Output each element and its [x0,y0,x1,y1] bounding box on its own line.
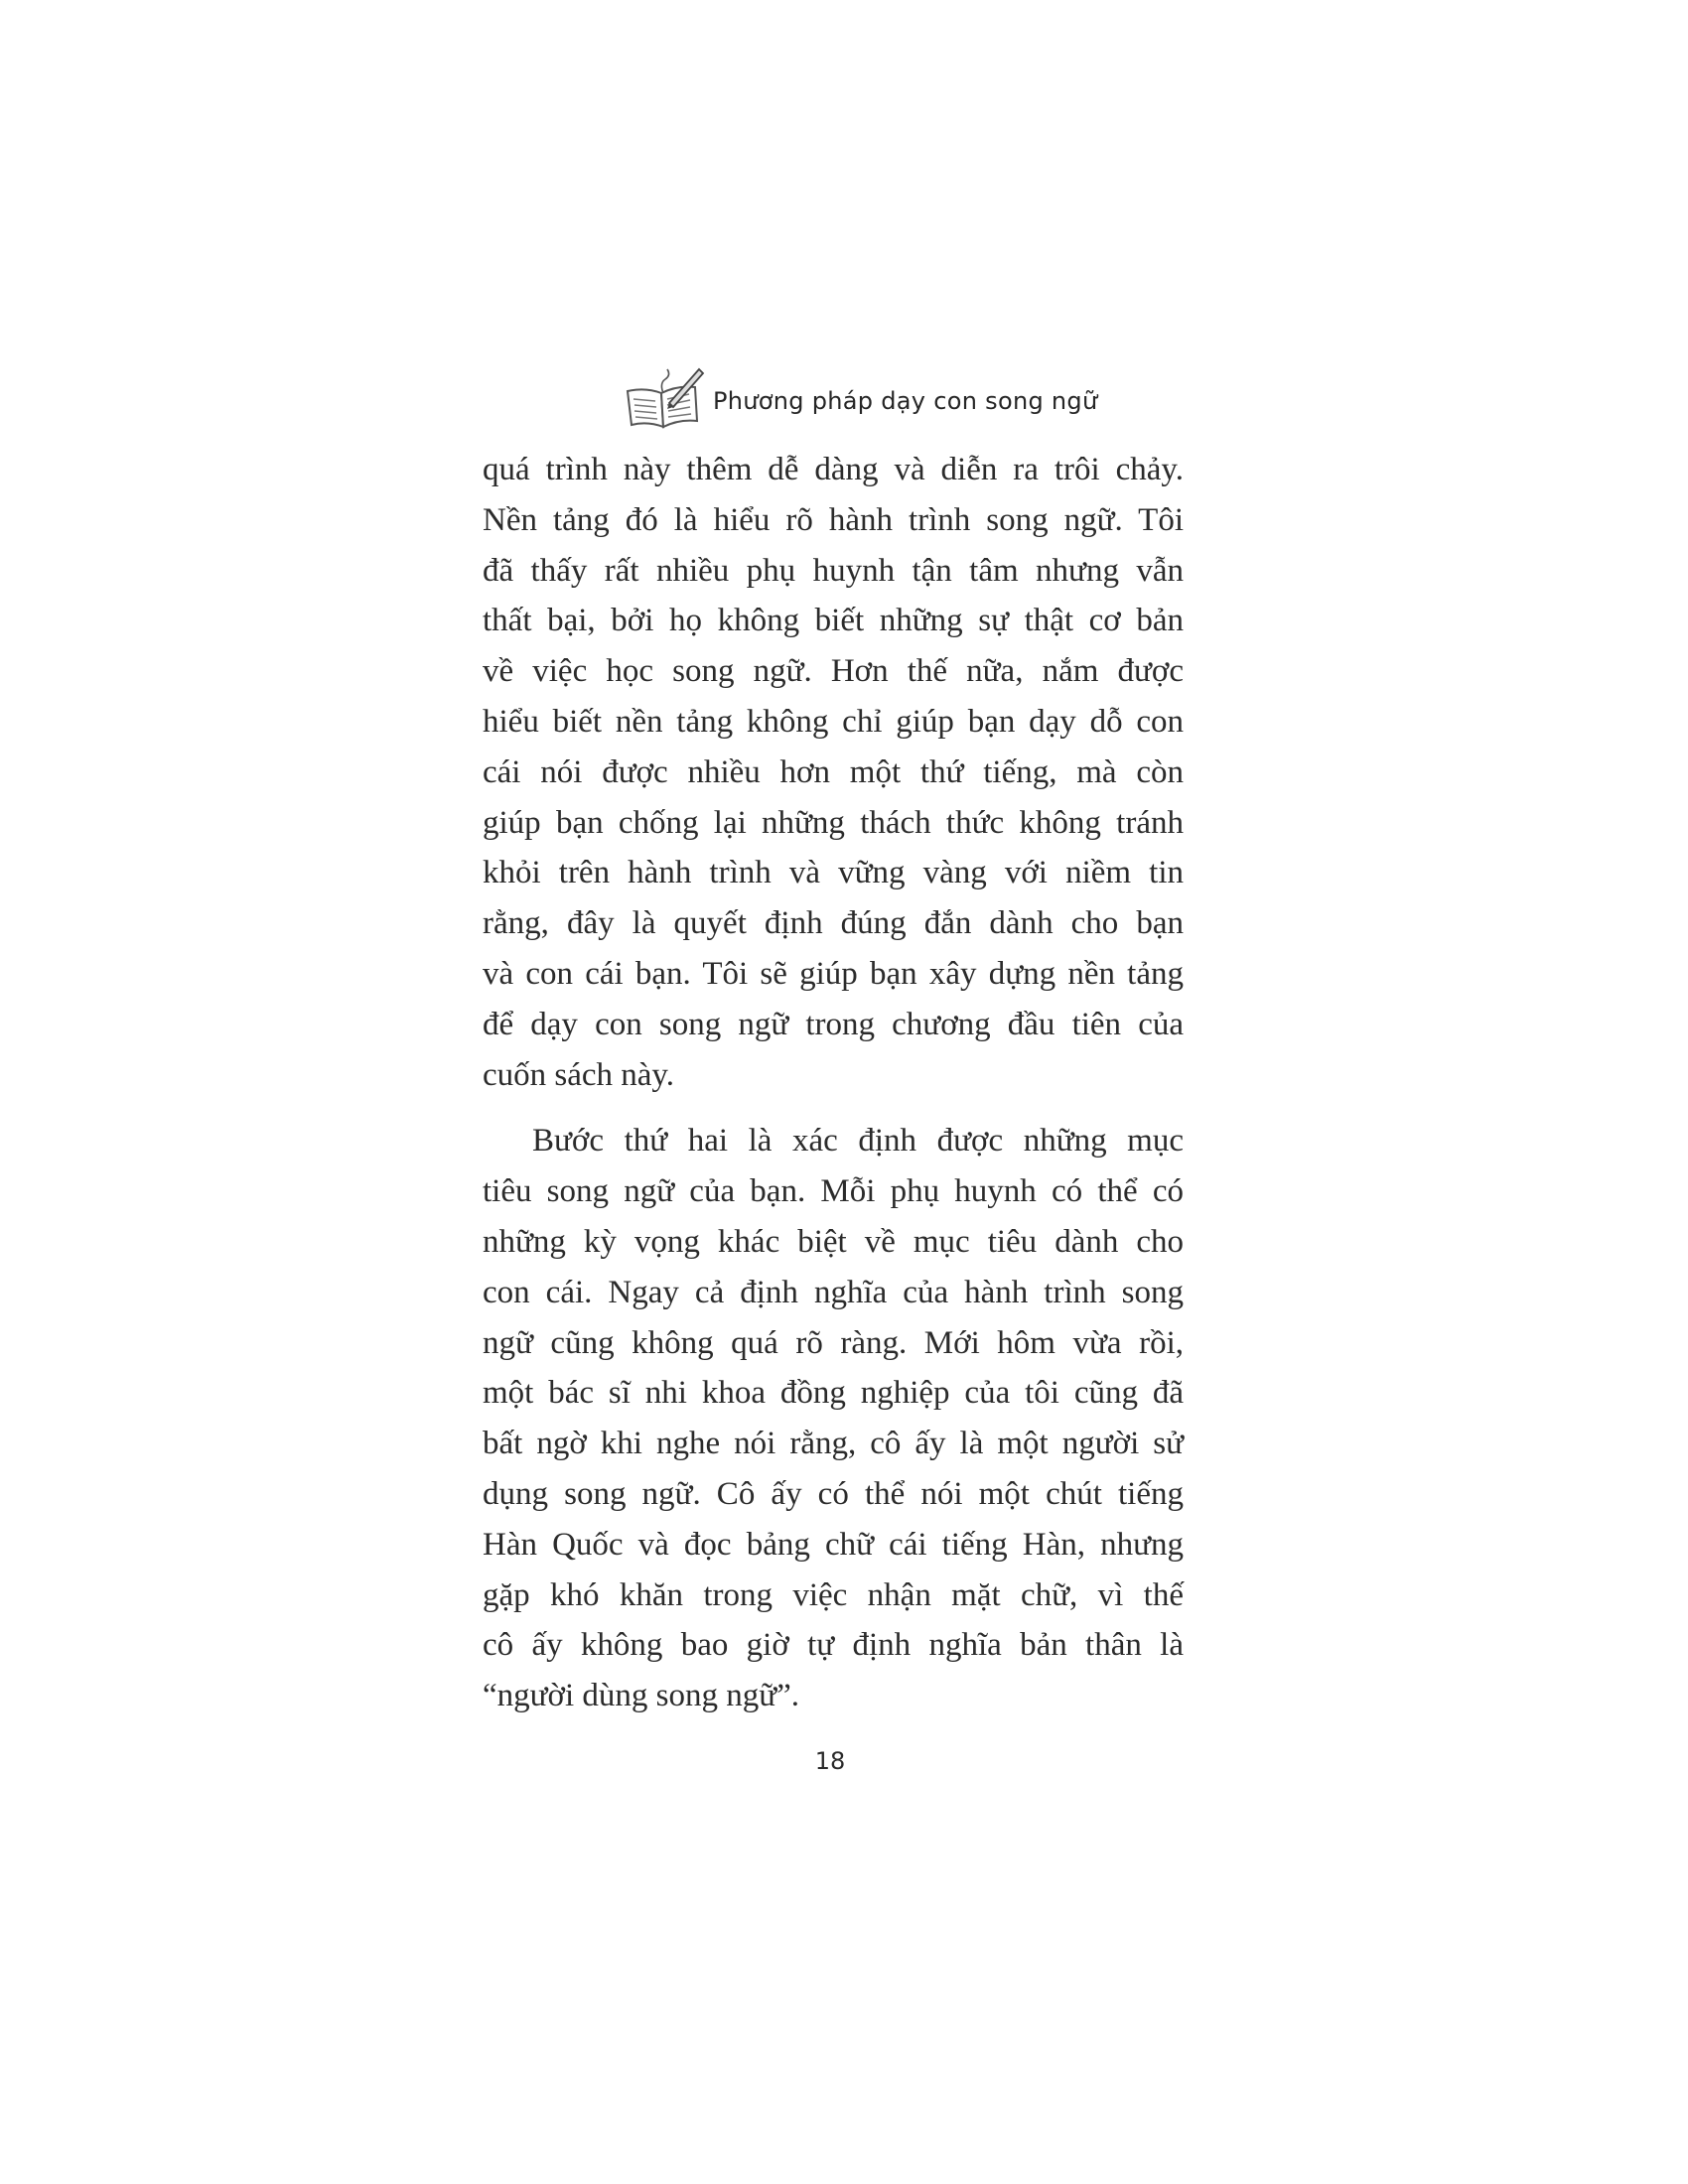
text-line: đã thấy rất nhiều phụ huynh tận tâm nhưng vẫn [483,552,1184,589]
paragraph-2 [483,1116,1184,1721]
text-line: những kỳ vọng khác biệt về mục tiêu dành cho [483,1223,1184,1260]
open-book-with-pen-icon [624,363,707,433]
text-line: rằng, đây là quyết định đúng đắn dành cho bạn [483,905,1184,942]
body-text [483,445,1184,1721]
text-line: khỏi trên hành trình và vững vàng với niềm tin [483,855,1184,891]
text-line: Bước thứ hai là xác định được những mục [532,1123,1184,1160]
text-line: thất bại, bởi họ không biết những sự thật cơ bản [483,603,1184,639]
text-line: về việc học song ngữ. Hơn thế nữa, nắm được [483,653,1184,690]
text-line: ngữ cũng không quá rõ ràng. Mới hôm vừa rồi, [483,1324,1184,1361]
text-line: cuốn sách này. [483,1056,675,1093]
text-line: cô ấy không bao giờ tự định nghĩa bản thân là [483,1627,1184,1664]
text-line: để dạy con song ngữ trong chương đầu tiên của [483,1006,1184,1042]
text-line: một bác sĩ nhi khoa đồng nghiệp của tôi cũng đã [483,1375,1184,1412]
text-line: dụng song ngữ. Cô ấy có thể nói một chút tiếng [483,1475,1184,1512]
text-line: gặp khó khăn trong việc nhận mặt chữ, vì thế [483,1576,1184,1613]
text-line: con cái. Ngay cả định nghĩa của hành trình song [483,1274,1184,1310]
paragraph-1 [483,445,1184,1100]
text-line: “người dùng song ngữ”. [483,1678,800,1714]
text-line: bất ngờ khi nghe nói rằng, cô ấy là một người sử [483,1426,1184,1462]
text-line: Hàn Quốc và đọc bảng chữ cái tiếng Hàn, nhưng [483,1526,1184,1563]
page-number: 18 [814,1747,846,1775]
text-line: và con cái bạn. Tôi sẽ giúp bạn xây dựng nền tảng [483,955,1184,992]
text-line: cái nói được nhiều hơn một thứ tiếng, mà còn [483,753,1184,790]
text-line: giúp bạn chống lại những thách thức không tránh [483,804,1184,841]
text-line: hiểu biết nền tảng không chỉ giúp bạn dạy dỗ con [483,703,1184,740]
running-header [624,363,1097,433]
text-line: Nền tảng đó là hiểu rõ hành trình song ngữ. Tôi [483,501,1184,538]
running-header-title: Phương pháp dạy con song ngữ [713,387,1098,415]
text-line: tiêu song ngữ của bạn. Mỗi phụ huynh có thể có [483,1173,1184,1210]
text-line: quá trình này thêm dễ dàng và diễn ra trôi chảy. [483,452,1184,487]
